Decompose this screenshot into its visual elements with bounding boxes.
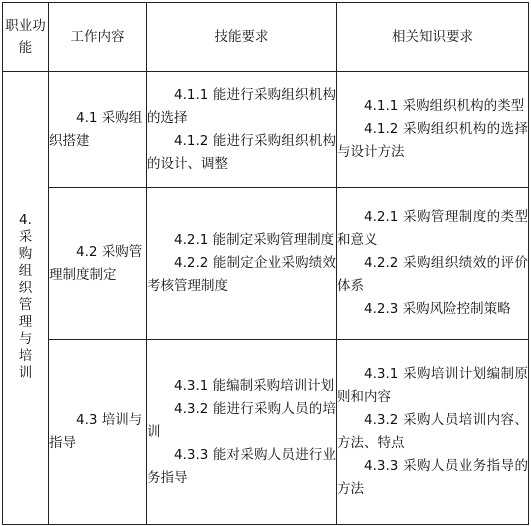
function-number: 4. [19,211,32,228]
header-knowledge-label: 相关知识要求 [392,28,473,45]
function-cell [3,72,49,525]
header-knowledge [337,3,529,72]
knowledge-item: 4.1.1 采购组织机构的类型 [364,98,525,114]
function-char: 培 [18,347,33,364]
header-skills [147,3,337,72]
skill-item: 4.1.1 能进行采购组织机构的选择 [147,86,336,126]
knowledge-cell [337,340,529,525]
knowledge-item: 4.3.3 采购人员业务指导的方法 [337,458,528,497]
knowledge-cell [337,188,529,340]
skill-item: 4.3.3 能对采购人员进行业务指导 [147,446,336,486]
knowledge-cell [337,72,529,188]
knowledge-item: 4.3.2 采购人员培训内容、方法、特点 [337,412,528,451]
function-char: 织 [18,279,33,296]
function-char: 管 [18,296,33,313]
knowledge-item: 4.2.3 采购风险控制策略 [364,301,511,317]
function-char: 理 [18,313,33,330]
knowledge-item: 4.2.2 采购组织绩效的评价体系 [337,255,528,294]
function-vertical-text [18,212,34,382]
header-function [3,3,49,72]
function-char: 与 [18,330,33,347]
table-row [3,188,529,340]
skill-standard-table [2,2,529,525]
header-content-label: 工作内容 [70,28,125,45]
skill-item: 4.3.1 能编制采购培训计划 [174,377,335,394]
header-skills-label: 技能要求 [214,28,269,45]
skill-item: 4.1.2 能进行采购组织机构的设计、调整 [147,132,336,172]
skill-item: 4.2.2 能制定企业采购绩效考核管理制度 [147,255,336,294]
content-cell [49,72,147,188]
knowledge-item: 4.1.2 采购组织机构的选择与设计方法 [337,121,528,160]
skills-cell [147,188,337,340]
content-text: 4.1 采购组织搭建 [49,109,143,149]
content-cell [49,340,147,525]
function-char: 组 [18,262,33,279]
content-text: 4.2 采购管理制度制定 [49,243,143,283]
header-content [49,3,147,72]
skill-item: 4.2.1 能制定采购管理制度 [174,232,335,248]
function-char: 训 [18,364,33,381]
header-function-label: 职业功能 [5,18,46,56]
skills-cell [147,340,337,525]
header-row [3,3,529,72]
skill-item: 4.3.2 能进行采购人员的培训 [147,400,336,440]
knowledge-item: 4.3.1 采购培训计划编制原则和内容 [337,366,528,405]
skills-cell [147,72,337,188]
table-row [3,340,529,525]
function-char: 采 [18,228,33,245]
content-text: 4.3 培训与指导 [49,412,143,451]
content-cell [49,188,147,340]
knowledge-item: 4.2.1 采购管理制度的类型和意义 [337,209,528,248]
function-char: 购 [18,245,33,262]
table-row [3,72,529,188]
